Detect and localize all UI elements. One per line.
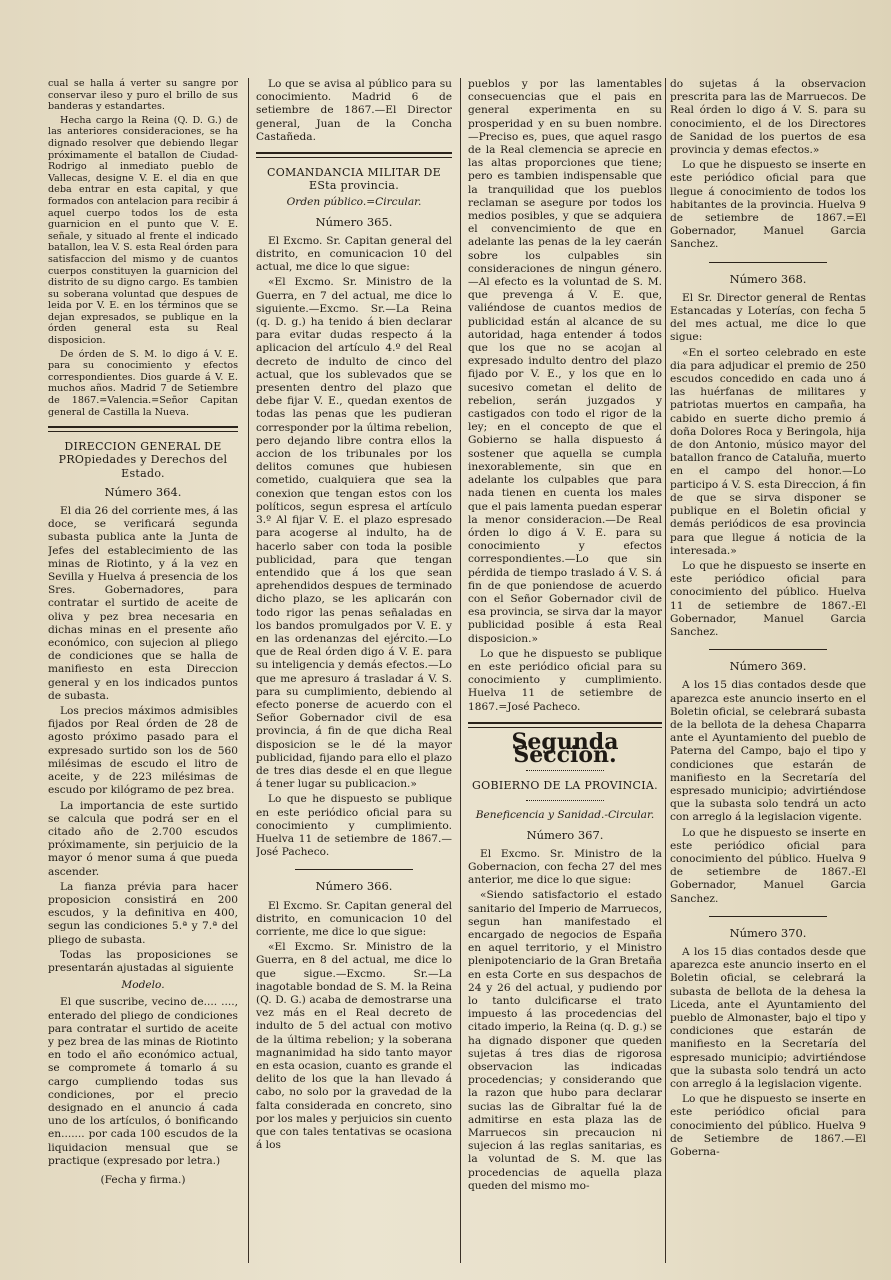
notice-number: Número 369.: [729, 659, 807, 674]
divider: [295, 869, 413, 870]
paragraph: «El Excmo. Sr. Ministro de la Guerra, en 7 del actual, me dice lo siguiente.—Excmo. Sr.—La Reina (q. D. g.) ha tenido á bien declarar para evitar dudas respecto á la aplicacion del artículo 4.º del Real decreto de indulto de cinco del actual, que los sublevados que se presenten dentro del plazo que debe fijar V. E., quedan exentos de todas las penas que les pudieran corresponder por la última rebelion, pero dejando libre contra ellos la accion de los tribunales por los delitos comunes que hubiesen cometido, cualquiera que sea la conexion que tengan estos con los políticos, segun espresa el artículo 3.º Al fijar V. E. el plazo espresado para acogerse al indulto, ha de hacerlo saber con toda la posible publicidad, para que tengan entendido que á los que sean aprehendidos despues de terminado dicho plazo, se les aplicarán con todo rigor las penas señaladas en los bandos promulgados por V. E. y en las ordenanzas del ejército.—Lo que de Real órden digo á V. E. para su inteligencia y demás efectos.—Lo que me apresuro á trasladar á V. S. para su cumplimiento, debiendo al efecto ponerse de acuerdo con el Señor Gobernador civil de esa provincia, á fin de que dicha Real disposicion se le dé la mayor publicidad, fijando para ello el plazo de tres dias desde el en que llegue á tener lugar su publicacion.»: [256, 276, 452, 791]
paragraph: A los 15 dias contados desde que aparezca este anuncio inserto en el Boletin oficial, se celebrará subasta de la bellota de la dehesa Chaparra ante el Ayuntamiento del pueblo de Paterna del Campo, bajo el tipo y condiciones que estarán de manifiesto en la Secretaría del espresado municipio; advirtiéndose que la subasta solo tendrá un acto con arreglo á la legislacion vigente.: [670, 679, 866, 824]
section-divider: [256, 152, 452, 158]
section-heading: COMANDANCIA MILITAR DE ESta provincia.: [266, 166, 442, 193]
notice-number: Número 366.: [315, 879, 393, 894]
paragraph: Lo que he dispuesto se inserte en este periódico oficial para que llegue á conocimiento de todos los habitantes de la provincia. Huelva 9 de setiembre de 1867.=El Gobernador, Manuel Garcia Sanchez.: [670, 159, 866, 251]
divider: [709, 262, 827, 263]
paragraph: Los precios máximos admisibles fijados por Real órden de 28 de agosto próximo pasado para el expresado surtido son los de 560 milésimas de escudo el litro de aceite, y de 223 milésimas de escudo por kilógramo de pez brea.: [48, 705, 238, 797]
divider: [526, 800, 604, 801]
paragraph: «Siendo satisfactorio el estado sanitario del Imperio de Marruecos, segun han manifestado el encargado de negocios de España en aquel territorio, y el Ministro plenipotenciario de la Gran Bretaña en esta Corte en sus despachos de 24 y 26 del actual, y pudiendo por lo tanto dulcificarse el trato impuesto á las procedencias del citado imperio, la Reina (q. D. g.) se ha dignado disponer que queden sujetas á tres dias de rigorosa observacion las indicadas procedencias; y considerando que la razon que hubo para declarar sucias las de Gibraltar fué la de admitirse en esta plaza las de Marruecos sin precaucion ni sujecion á las reglas sanitarias, es la voluntad de S. M. que las procedencias de aquella plaza queden del mismo mo-: [468, 889, 662, 1192]
column-4: [670, 78, 866, 1268]
section-heading: GOBIERNO DE LA PROVINCIA.: [472, 779, 658, 793]
signature-line: (Fecha y firma.): [100, 1173, 186, 1186]
paragraph: La fianza prévia para hacer proposicion consistirá en 200 escudos, y la definitiva en 400, segun las condiciones 5.ª y 7.ª del pliego de subasta.: [48, 880, 238, 946]
paragraph: «En el sorteo celebrado en este dia para adjudicar el premio de 250 escudos concedido en cada uno á las huérfanas de militares y patriotas muertos en campaña, ha cabido en suerte dicho premio á doña Dolores Roca y Beringola, hija de don Antonio, músico mayor del batallon franco de Cataluña, muerto en el campo del honor.—Lo participo á V. S. esta Direccion, á fin de que se sirva disponer se publique en el Boletin oficial y demás periódicos de esa provincia para que llegue á noticia de la interesada.»: [670, 346, 866, 557]
paragraph: De órden de S. M. lo digo á V. E. para su conocimiento y efectos correspondientes. Dios guarde á V. E. muchos años. Madrid 7 de Setiembre de 1867.=Valencia.=Señor Capitan general de Castilla la Nueva.: [48, 348, 238, 418]
paragraph: Todas las proposiciones se presentarán ajustadas al siguiente: [48, 948, 238, 974]
paragraph: El Excmo. Sr. Capitan general del distrito, en comunicacion 10 del actual, me dice lo que sigue:: [256, 234, 452, 274]
paragraph: cual se halla á verter su sangre por conservar ileso y puro el brillo de sus banderas y estandartes.: [48, 78, 238, 113]
column-rule: [460, 78, 461, 1263]
paragraph: Lo que se avisa al público para su conocimiento. Madrid 6 de setiembre de 1867.—El Director general, Juan de la Concha Castañeda.: [256, 78, 452, 143]
notice-number: Número 364.: [104, 484, 182, 499]
divider: [526, 770, 604, 771]
paragraph: El que suscribe, vecino de.... ...., enterado del pliego de condiciones para contratar el surtido de aceite y pez brea de las minas de Riotinto en todo el año económico actual, se compromete á tomarlo á su cargo cumpliendo todas sus condiciones, por el precio designado en el anuncio á cada uno de los artículos, ó bonificando en....... por cada 100 escudos de la liquidacion mensual que se practique (expresado por letra.): [48, 996, 238, 1167]
paragraph: Lo que he dispuesto se publique en este periódico oficial para su conocimiento y cumplimiento. Huelva 11 de setiembre de 1867.=José Pacheco.: [468, 647, 662, 713]
paragraph: La importancia de este surtido se calcula que podrá ser en el citado año de 2.700 escudos próximamente, sin perjuicio de la mayor ó menor suma á que pueda ascender.: [48, 799, 238, 878]
paragraph: Lo que he dispuesto se inserte en este periódico oficial para conocimiento del público. Huelva 11 de setiembre de 1867.-El Gobernador, Manuel Garcia Sanchez.: [670, 559, 866, 638]
column-1: [48, 78, 238, 1268]
column-rule: [665, 78, 666, 1263]
paragraph: pueblos y por las lamentables consecuencias que el pais en general experimenta en su prosperidad y en su buen nombre.—Preciso es, pues, que aquel rasgo de la Real clemencia se aprecie en las altas proporciones que tiene; pero es tambien indispensable que la tranquilidad que los pueblos reclaman se asegure por todos los medios posibles, y que se adquiera el convencimiento de que en adelante las penas de la ley caerán sobre los culpables sin consideraciones de ningun género.—Al efecto es la voluntad de S. M. que prevenga á V. E. que, valiéndose de cuantos medios de publicidad están al alcance de su autoridad, haga entender á todos que los que no se acojan al expresado indulto dentro del plazo fijado por V. E., y los que en lo sucesivo cometan el delito de rebelion, serán juzgados y castigados con todo el rigor de la ley; en el concepto de que el Gobierno se halla dispuesto á sostener que aquella se cumpla inexorablemente, sin que en adelante los culpables que para nada tienen en cuenta los males que el pais lamenta puedan esperar la menor consideracion.—De Real órden lo digo á V. E. para su conocimiento y efectos correspondientes.—Lo que sin pérdida de tiempo traslado á V. S. á fin de que poniendose de acuerdo con el Señor Gobernador civil de esa provincia, se sirva dar la mayor publicidad posible á esta Real disposicion.»: [468, 78, 662, 645]
column-rule: [248, 78, 249, 1263]
paragraph: Lo que he dispuesto se publique en este periódico oficial para su conocimiento y cumplimiento. Huelva 11 de setiembre de 1867.—José Pacheco.: [256, 793, 452, 859]
section-divider: [48, 426, 238, 432]
section-divider: [468, 722, 662, 728]
paragraph: Lo que he dispuesto se inserte en este periódico oficial para conocimiento del público. Huelva 9 de Setiembre de 1867.—El Goberna-: [670, 1093, 866, 1159]
divider: [709, 649, 827, 650]
paragraph: El Excmo. Sr. Ministro de la Gobernacion, con fecha 27 del mes anterior, me dice lo que sigue:: [468, 847, 662, 887]
paragraph: A los 15 dias contados desde que aparezca este anuncio inserto en el Boletin oficial, se celebrará la subasta de bellota de la dehesa la Liceda, ante el Ayuntamiento del pueblo de Almonaster, bajo el tipo y condiciones que estarán de manifiesto en la Secretaría del espresado municipio; advirtiéndose que la subasta solo tendrá un acto con arreglo á la legislacion vigente.: [670, 945, 866, 1091]
paragraph: El Excmo. Sr. Capitan general del distrito, en comunicacion 10 del corriente, me dice lo que sigue:: [256, 899, 452, 938]
paragraph: Lo que he dispuesto se inserte en este periódico oficial para conocimiento del público. Huelva 9 de setiembre de 1867.-El Gobernador, Manuel Garcia Sanchez.: [670, 826, 866, 905]
paragraph: El dia 26 del corriente mes, á las doce, se verificará segunda subasta publica ante la Junta de Jefes del establecimiento de las minas de Riotinto, y á la vez en Sevilla y Huelva á presencia de los Sres. Gobernadores, para contratar el surtido de aceite de oliva y pez brea necesaria en dichas minas en el presente año económico, con sujecion al pliego de condiciones que se halla de manifiesto en esta Direccion general y en los indicados puntos de subasta.: [48, 505, 238, 702]
paragraph: do sujetas á la observacion prescrita para las de Marruecos. De Real órden lo digo á V. S. para su conocimiento, el de los Directores de Sanidad de los puertos de esa provincia y demas efectos.»: [670, 78, 866, 157]
notice-number: Número 367.: [526, 827, 604, 842]
section-heading: DIRECCION GENERAL DE PROpiedades y Derechos del Estado.: [58, 440, 228, 480]
notice-number: Número 370.: [729, 925, 807, 940]
order-type: Orden público.=Circular.: [286, 196, 422, 209]
notice-number: Número 368.: [729, 271, 807, 286]
notice-number: Número 365.: [315, 214, 393, 229]
paragraph: Hecha cargo la Reina (Q. D. G.) de las anteriores consideraciones, se ha dignado resolver que debiendo llegar próximamente el batallon de Ciudad-Rodrigo al inmediato pueblo de Vallecas, designe V. E. el dia en que deba entrar en esta capital, y que formados con antelacion para recibir á aquel cuerpo todos los de esta guarnicion en el punto que V. E. señale, y situado al frente el indicado batallon, lea V. S. esta Real órden para satisfaccion del mismo y de cuantos cuerpos constituyen la guarnicion del distrito de su digno cargo. Es tambien su soberana voluntad que despues de leida por V. E. en los términos que se dejan expresados, se publique en la órden general esta su Real disposicion.: [48, 114, 238, 347]
model-heading: Modelo.: [121, 979, 165, 992]
order-type: Beneficencia y Sanidad.-Circular.: [475, 809, 655, 822]
section-title: Segunda Seccion.: [511, 728, 619, 768]
divider: [709, 916, 827, 917]
column-3: [468, 78, 662, 1268]
column-2: [256, 78, 452, 1268]
paragraph: El Sr. Director general de Rentas Estancadas y Loterías, con fecha 5 del mes actual, me dice lo que sigue:: [670, 291, 866, 344]
paragraph: «El Excmo. Sr. Ministro de la Guerra, en 8 del actual, me dice lo que sigue.—Excmo. Sr.—La inagotable bondad de S. M. la Reina (Q. D. G.) acaba de demostrarse una vez más en el Real decreto de indulto de 5 del actual con motivo de la última rebelion; y la soberana magnanimidad ha sido tanto mayor en esta ocasion, cuanto es grande el delito de los que la han llevado á cabo, no solo por la gravedad de la falta considerada en concreto, sino por los males y perjuicios sin cuento que con tales tentativas se ocasiona á los: [256, 941, 452, 1152]
